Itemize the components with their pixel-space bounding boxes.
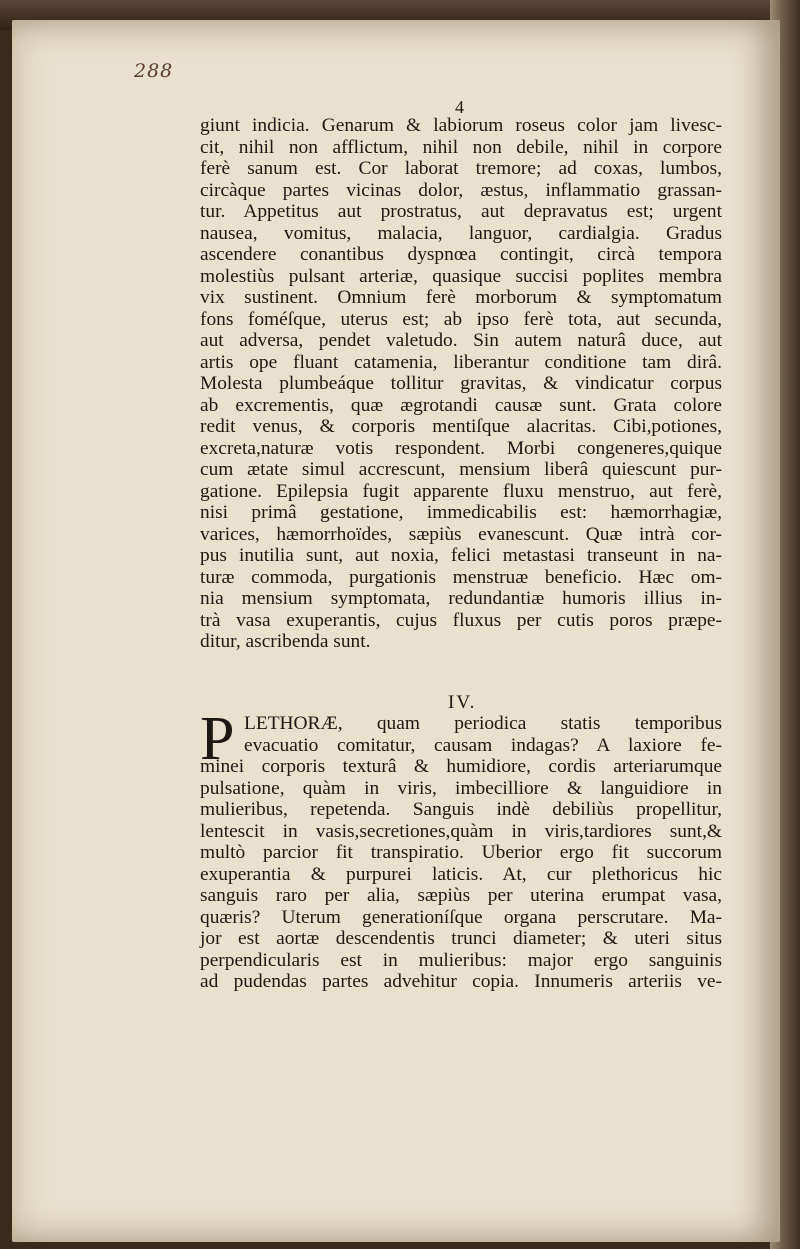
text-line: pulsatione, quàm in viris, imbecilliore & languidiore in	[200, 777, 722, 799]
text-line: nausea, vomitus, malacia, languor, cardialgia. Gradus	[200, 222, 722, 244]
text-line: aut adversa, pendet valetudo. Sin autem naturâ duce, aut	[200, 330, 722, 351]
text-line: redit venus, & corporis mentiſque alacritas. Cibi,potiones,	[200, 416, 722, 437]
text-line: excreta,naturæ votis respondent. Morbi congeneres,quique	[200, 437, 722, 459]
text-line: giunt indicia. Genarum & labiorum roseus color jam livesc-	[200, 115, 722, 136]
text-line: gatione. Epilepsia fugit apparente fluxu menstruo, aut ferè,	[200, 480, 722, 502]
text-line: exuperantia & purpurei laticis. At, cur plethoricus hic	[200, 863, 722, 885]
text-line: ferè sanum est. Cor laborat tremore; ad coxas, lumbos,	[200, 158, 722, 179]
text-line: jor est aortæ descendentis trunci diameter; & uteri situs	[200, 928, 722, 949]
section-heading: IV.	[448, 692, 477, 713]
page-number: 288	[134, 60, 174, 82]
drop-cap: P	[200, 705, 235, 773]
text-line: turæ commoda, purgationis menstruæ beneficio. Hæc om-	[200, 566, 722, 588]
text-line: nia mensium symptomata, redundantiæ humoris illius in-	[200, 588, 722, 609]
text-line: pus inutilia sunt, aut noxia, felici metastasi transeunt in na-	[200, 545, 722, 566]
text-line: lentescit in vasis,secretiones,quàm in viris,tardiores sunt,&	[200, 820, 722, 842]
text-line: trà vasa exuperantis, cujus fluxus per cutis poros præpe-	[200, 609, 722, 631]
text-line: mulieribus, repetenda. Sanguis indè debiliùs propellitur,	[200, 799, 722, 820]
text-line: minei corporis texturâ & humidiore, cordis arteriarumque	[200, 756, 722, 777]
text-line: Molesta plumbeáque tollitur gravitas, & vindicatur corpus	[200, 373, 722, 394]
text-line: circàque partes vicinas dolor, æstus, inflammatio grassan-	[200, 179, 722, 201]
text-line: cum ætate simul accrescunt, mensium liberâ quiescunt pur-	[200, 459, 722, 480]
text-line: ditur, ascribenda sunt.	[200, 631, 371, 652]
text-line: multò parcior fit transpiratio. Uberior ergo fit succorum	[200, 842, 722, 863]
text-line: perpendicularis est in mulieribus: major ergo sanguinis	[200, 949, 722, 971]
text-line: cit, nihil non afflictum, nihil non debile, nihil in corpore	[200, 136, 722, 158]
signature-mark: 4	[455, 97, 464, 117]
text-line: sanguis raro per alia, sæpiùs per uterina erumpat vasa,	[200, 885, 722, 906]
text-line: nisi primâ gestatione, immedicabilis est: hæmorrhagiæ,	[200, 502, 722, 523]
text-line: fons foméſque, uterus est; ab ipso ferè tota, aut secunda,	[200, 308, 722, 330]
text-line: ab excrementis, quæ ægrotandi causæ sunt. Grata colore	[200, 394, 722, 416]
text-line: LETHORÆ, quam periodica statis temporibus	[244, 713, 722, 734]
text-line: molestiùs pulsant arteriæ, quasique succisi poplites membra	[200, 265, 722, 287]
paragraph-2	[200, 713, 722, 993]
text-line: evacuatio comitatur, causam indagas? A laxiore fe-	[244, 734, 722, 756]
paragraph-1	[200, 115, 722, 653]
text-line: ad pudendas partes advehitur copia. Innumeris arteriis ve-	[200, 971, 722, 992]
text-line: quæris? Uterum generationíſque organa perscrutare. Ma-	[200, 906, 722, 928]
text-line: varices, hæmorrhoïdes, sæpiùs evanescunt. Quæ intrà cor-	[200, 523, 722, 545]
text-line: ascendere conantibus dyspnœa contingit, circà tempora	[200, 244, 722, 265]
text-line: tur. Appetitus aut prostratus, aut depravatus est; urgent	[200, 201, 722, 222]
text-line: artis ope fluant catamenia, liberantur conditione tam dirâ.	[200, 351, 722, 373]
text-line: vix sustinent. Omnium ferè morborum & symptomatum	[200, 287, 722, 308]
